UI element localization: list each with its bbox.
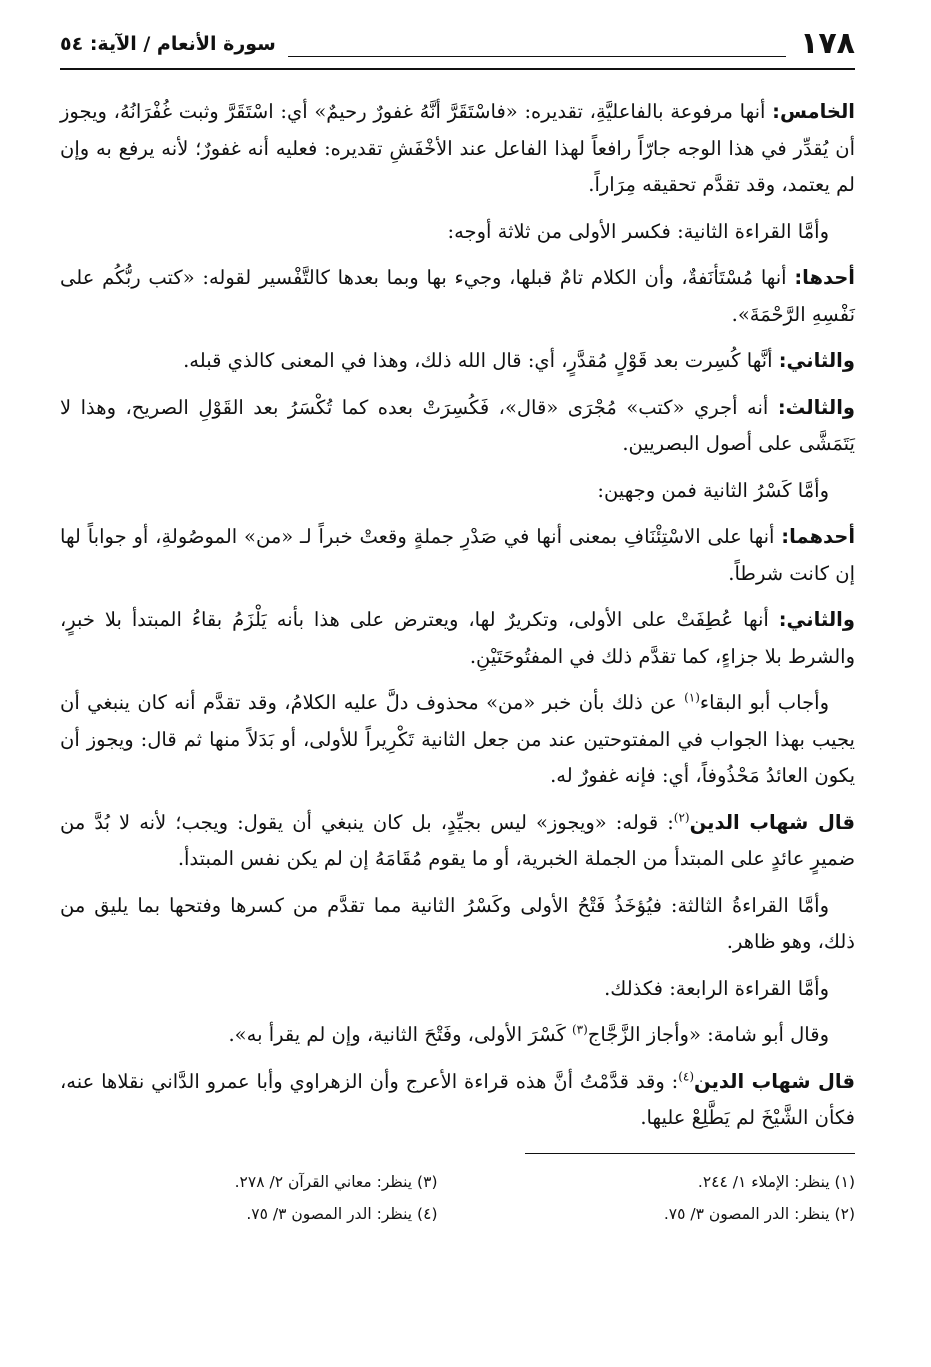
paragraph-lead: والثاني: <box>778 349 855 372</box>
paragraph-text-continued: كَسْرَ الأولى، وفَتْحَ الثانية، وإن لم يقرأ به». <box>228 1023 572 1046</box>
paragraph-text: وأمَّا القراءة الرابعة: فكذلك. <box>604 976 829 1000</box>
header-rule <box>288 56 786 57</box>
paragraph-text: أنها على الاسْتِئْنَافِ بمعنى أنها في صَدْرِ جملةٍ وقعتْ خبراً لـ «من» الموصُولةِ، أو جواباً لها إن كانت شرطاً. <box>60 525 855 585</box>
paragraph-text-continued: عن ذلك بأن خبر «من» محذوف دلَّ عليه الكلامُ، وقد تقدَّم أنه كان ينبغي أن يجيب بهذا الجواب في المفتوحتين عند من جعل الثانية تَكْرِيراً للأولى، أو بَدَلاً منها ثم قال: ويجوز أن يكون العائدُ مَحْذُوفاً، أي: فإنه غفورٌ له. <box>60 691 855 787</box>
paragraph-lead: قال شهاب الدين <box>689 810 855 834</box>
footnote-ref: (٤) <box>678 1069 695 1083</box>
paragraph <box>60 971 855 1008</box>
paragraph <box>60 260 855 333</box>
footnote-ref: (١) <box>684 690 700 705</box>
paragraph-lead: أحدها: <box>794 266 855 289</box>
footnote-ref: (٣) <box>571 1022 588 1037</box>
paragraph-text: أنها عُطِفَتْ على الأولى، وتكريرٌ لها، ويعترض على هذا بأنه يَلْزَمُ بقاءُ المبتدأ بلا خبرٍ، والشرط بلا جزاءٍ، كما تقدَّم ذلك في المفتُوحَتَيْنِ. <box>60 608 855 668</box>
paragraph-text: : وقد قدَّمْتُ أنَّ هذه قراءة الأعرج وأن الزهراوي وأبا عمرو الدَّاني نقلاها عنه، فكأن الشَّيْخَ لم يَطَّلِعْ عليها. <box>60 1069 855 1129</box>
paragraph <box>60 473 855 510</box>
footnotes <box>60 1166 855 1230</box>
paragraph <box>60 1017 855 1054</box>
paragraph-text: وأجاب أبو البقاء <box>699 691 829 714</box>
paragraph <box>60 94 855 204</box>
paragraph-text: وأمَّا القراءة الثانية: فكسر الأولى من ثلاثة أوجه: <box>447 219 829 243</box>
page-header <box>60 22 855 66</box>
paragraph-text: : قوله: «ويجوز» ليس بجيِّدٍ، بل كان ينبغي أن يقول: ويجب؛ لأنه لا بُدَّ من ضميرٍ عائدٍ على المبتدأ من الجملة الخبرية، أو ما يقوم مُقَامَهُ إن لم يكن نفس المبتدأ. <box>60 810 855 870</box>
paragraph <box>60 343 855 380</box>
paragraph-text: وقال أبو شامة: «وأجاز الزَّجَّاج <box>587 1023 829 1046</box>
paragraph-lead: الخامس: <box>772 100 855 123</box>
paragraph <box>60 888 855 961</box>
paragraph-lead: والثالث: <box>777 395 855 419</box>
paragraph-text: وأمَّا القراءةُ الثالثة: فيُؤخَذُ فَتْحُ الأولى وكَسْرُ الثانية مما تقدَّم من كسرها وفتحها بما يليق من ذلك، وهو ظاهر. <box>60 893 855 953</box>
paragraph-text: أنَّها كُسِرت بعد قَوْلٍ مُقدَّرٍ، أي: قال الله ذلك، وهذا في المعنى كالذي قبله. <box>183 349 779 372</box>
footnote: (٢) ينظر: الدر المصون ٣/ ٧٥. <box>663 1204 855 1223</box>
book-page <box>60 22 855 1230</box>
running-title: سورة الأنعام / الآية: ٥٤ <box>60 33 276 55</box>
paragraph <box>60 805 855 878</box>
paragraph-lead: أحدهما: <box>781 525 855 548</box>
paragraph-text: أنها مرفوعة بالفاعليَّةِ، تقديره: «فاسْتَقَرَّ أنَّهُ غفورٌ رحيمٌ» أي: اسْتَقَرَّ وثبت غُفْرَانُهُ، ويجوز أن يُقدِّر في هذا الوجه جارّاً رافعاً لهذا الفاعل عند الأخْفَشِ تقديره: فعليه أنه غفورٌ؛ لأنه يرفع به وإن لم يعتمد، وقد تقدَّم تحقيقه مِرَاراً. <box>60 100 855 196</box>
footnote: (٣) ينظر: معاني القرآن ٢/ ٢٧٨. <box>234 1172 438 1191</box>
paragraph <box>60 214 855 251</box>
paragraph <box>60 685 855 795</box>
header-divider <box>60 68 855 70</box>
page-body <box>60 94 855 1137</box>
footnote-divider <box>525 1153 855 1154</box>
paragraph <box>60 519 855 592</box>
page-number: ١٧٨ <box>800 26 855 61</box>
paragraph-text: أنها مُسْتَأنَفةٌ، وأن الكلام تامٌ قبلها، وجيء بها وبما بعدها كالتَّفْسير لقوله: «كتب ربُّكُم على نَفْسِهِ الرَّحْمَةَ». <box>60 266 855 326</box>
paragraph-lead: قال شهاب الدين <box>694 1069 855 1093</box>
paragraph <box>60 390 855 463</box>
footnote: (١) ينظر: الإملاء ١/ ٢٤٤. <box>697 1172 855 1191</box>
paragraph <box>60 1064 855 1137</box>
footnote: (٤) ينظر: الدر المصون ٣/ ٧٥. <box>246 1204 438 1223</box>
paragraph-text: وأمَّا كَسْرُ الثانية فمن وجهين: <box>597 478 829 502</box>
paragraph-lead: والثاني: <box>778 608 855 631</box>
paragraph-text: أنه أجري «كتب» مُجْرَى «قال»، فَكُسِرَتْ بعده كما تُكْسَرُ بعد القَوْلِ الصريح، وهذا لا يَتَمَشَّى على أصول البصريين. <box>60 395 855 455</box>
footnote-ref: (٢) <box>673 810 690 824</box>
paragraph <box>60 602 855 675</box>
